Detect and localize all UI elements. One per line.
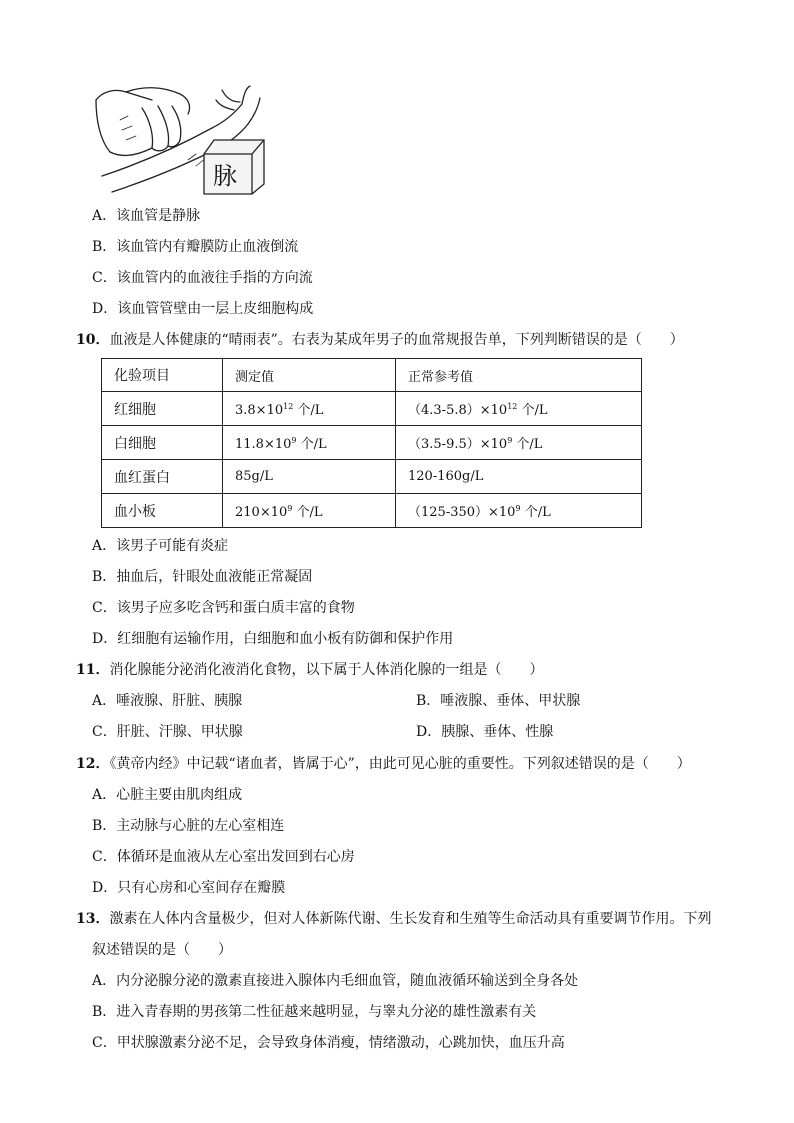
q13-option-c: C．甲状腺激素分泌不足，会导致身体消瘦，情绪激动，心跳加快，血压升高 xyxy=(92,1035,565,1051)
q12-option-d: D．只有心房和心室间存在瓣膜 xyxy=(92,880,286,896)
q10-number: 10． xyxy=(76,332,110,348)
q11-option-d: D．胰腺、垂体、性腺 xyxy=(416,724,554,740)
q10-text: 血液是人体健康的“晴雨表”。右表为某成年男子的血常规报告单，下列判断错误的是（ ） xyxy=(109,332,684,348)
pulse-taking-illustration xyxy=(92,80,267,195)
q11-option-c: C．肝脏、汗腺、甲状腺 xyxy=(92,724,243,740)
table-row xyxy=(102,494,642,528)
table-row xyxy=(102,460,642,494)
q11-number: 11． xyxy=(76,662,110,678)
q11-stem xyxy=(76,660,543,680)
q9-option-b: B．该血管内有瓣膜防止血液倒流 xyxy=(92,239,299,255)
row-item: 血小板 xyxy=(102,494,223,528)
row-reference: $(4.3-5.8)\times 10^{12}$ 个/L xyxy=(396,392,642,426)
q13-stem xyxy=(76,909,711,929)
q12-option-c: C．体循环是血液从左心室出发回到右心房 xyxy=(92,849,355,865)
table-row xyxy=(102,392,642,426)
row-item: 血红蛋白 xyxy=(102,460,223,494)
header-item: 化验项目 xyxy=(102,359,223,392)
q9-option-d: D．该血管管壁由一层上皮细胞构成 xyxy=(92,301,314,317)
header-measured: 测定值 xyxy=(223,359,396,392)
q12-text: 《黄帝内经》中记载“诸血者，皆属于心”，由此可见心脏的重要性。下列叙述错误的是（ ） xyxy=(109,756,691,772)
row-measured: $11.8\times 10^9$ 个/L xyxy=(223,426,396,460)
row-measured: 85g/L xyxy=(223,460,396,494)
q13-option-b: B．进入青春期的男孩第二性征越来越明显，与睾丸分泌的雄性激素有关 xyxy=(92,1004,537,1020)
row-measured: $3.8\times 10^{12}$ 个/L xyxy=(223,392,396,426)
q12-number: 12． xyxy=(76,756,110,772)
q10-option-a: A．该男子可能有炎症 xyxy=(92,538,229,554)
q13-option-a: A．内分泌腺分泌的激素直接进入腺体内毛细血管，随血液循环输送到全身各处 xyxy=(92,973,579,989)
table-header-row xyxy=(102,359,642,392)
row-reference: 120-160g/L xyxy=(396,460,642,494)
row-reference: $(125-350)\times 10^9$ 个/L xyxy=(396,494,642,528)
q12-option-a: A．心脏主要由肌肉组成 xyxy=(92,787,243,803)
blood-report-table xyxy=(101,358,642,528)
q11-text: 消化腺能分泌消化液消化食物，以下属于人体消化腺的一组是（ ） xyxy=(109,662,544,678)
q12-option-b: B．主动脉与心脏的左心室相连 xyxy=(92,818,285,834)
q13-number: 13． xyxy=(76,911,110,927)
q9-option-a: A．该血管是静脉 xyxy=(92,208,201,224)
q13-text-line2: 叙述错误的是（ ） xyxy=(92,942,232,958)
table-row xyxy=(102,426,642,460)
q13-text-line1: 激素在人体内含量极少，但对人体新陈代谢、生长发育和生殖等生命活动具有重要调节作用。下列 xyxy=(109,911,712,927)
row-measured: $210\times 10^9$ 个/L xyxy=(223,494,396,528)
q10-option-c: C．该男子应多吃含钙和蛋白质丰富的食物 xyxy=(92,600,355,616)
q10-option-d: D．红细胞有运输作用，白细胞和血小板有防御和保护作用 xyxy=(92,631,454,647)
q11-option-a: A．唾液腺、肝脏、胰腺 xyxy=(92,693,243,709)
q12-stem xyxy=(76,754,691,774)
header-reference: 正常参考值 xyxy=(396,359,642,392)
q11-option-b: B．唾液腺、垂体、甲状腺 xyxy=(416,693,581,709)
q10-stem xyxy=(76,330,684,350)
q10-option-b: B．抽血后，针眼处血液能正常凝固 xyxy=(92,569,313,585)
row-item: 白细胞 xyxy=(102,426,223,460)
row-item: 红细胞 xyxy=(102,392,223,426)
q9-option-c: C．该血管内的血液往手指的方向流 xyxy=(92,270,313,286)
row-reference: $(3.5-9.5)\times 10^9$ 个/L xyxy=(396,426,642,460)
cushion-label: 脉 xyxy=(213,162,237,190)
